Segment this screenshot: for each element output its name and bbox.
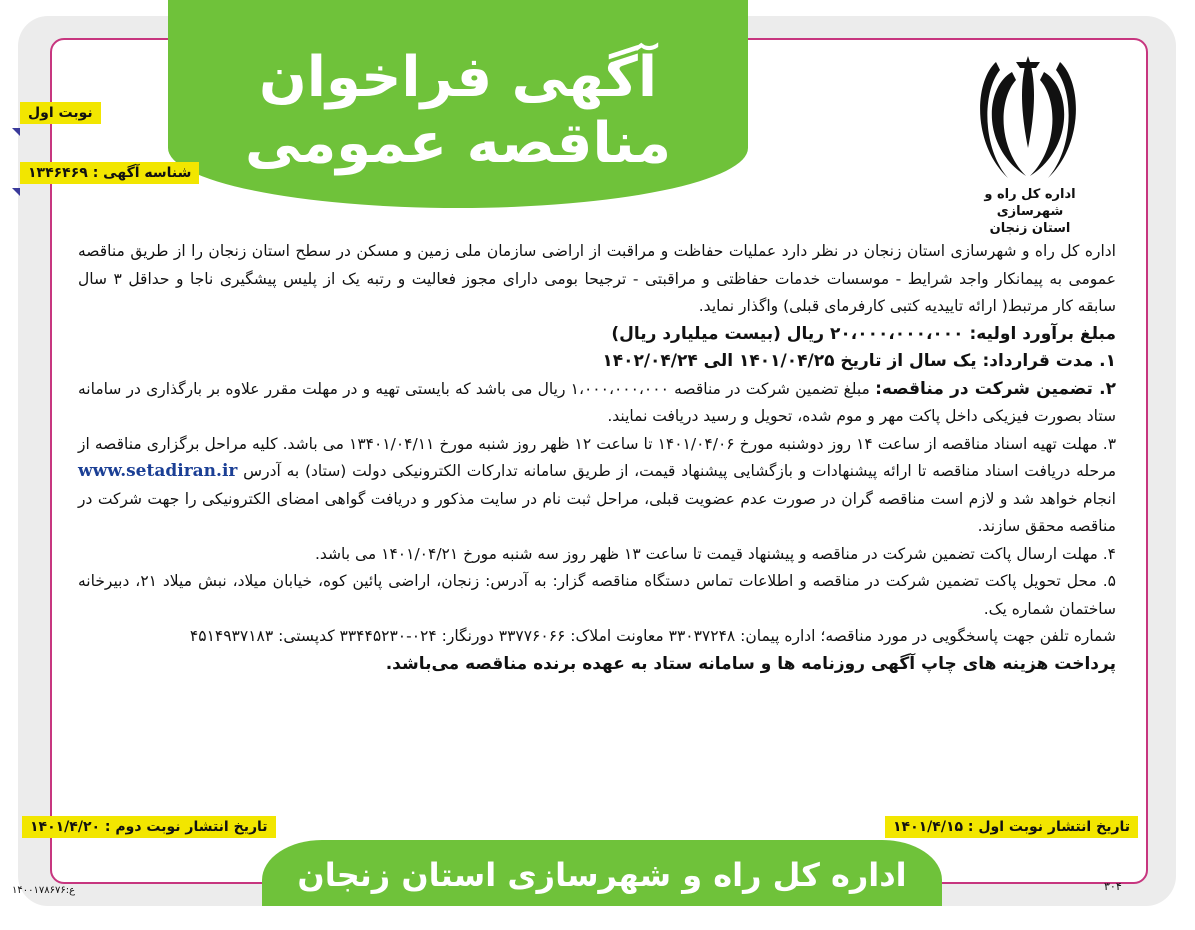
round-tag: نوبت اول xyxy=(20,102,101,124)
item-2-heading: ۲. تضمین شرکت در مناقصه: xyxy=(875,378,1116,399)
title-line-2: مناقصه عمومی xyxy=(244,111,672,176)
item-3-text-b: انجام خواهد شد و لازم است مناقصه گران در صورت عدم عضویت قبلی، مراحل ثبت نام در سایت مذکور و دریافت گواهی امضای الکترونیکی را جهت شرکت در مناقصه محقق سازند. xyxy=(78,489,1116,535)
tag-corner xyxy=(12,128,20,136)
notice-body xyxy=(78,238,1116,678)
org-line-1: اداره کل راه و شهرسازی xyxy=(984,187,1076,219)
phones-line: شماره تلفن جهت پاسخگویی در مورد مناقصه؛ اداره پیمان: ۳۳۰۳۷۲۴۸ معاونت املاک: ۳۳۷۷۶۰۶۶ دورنگار: ۰۲۴-۳۳۴۴۵۲۳۰ کدپستی: ۴۵۱۴۹۳۷۱۸۳ xyxy=(189,627,1116,645)
bottom-banner-text: اداره کل راه و شهرسازی استان زنجان xyxy=(297,856,907,894)
item-2-text: مبلغ تضمین شرکت در مناقصه ۱،۰۰۰،۰۰۰،۰۰۰ ریال می باشد که بایستی تهیه و در مهلت مقرر علاوه بر بارگذاری در سامانه ستاد بصورت فیزیکی داخل پاکت مهر و موم شده، تحویل و رسید دریافت نمایند. xyxy=(78,379,1116,425)
item-3-text-a: ۳. مهلت تهیه اسناد مناقصه از ساعت ۱۴ روز دوشنبه مورخ ۱۴۰۱/۰۴/۰۶ تا ساعت ۱۲ ظهر روز شنبه مورخ ۱۳۴۰۱/۰۴/۱۱ می باشد. کلیه مراحل برگزاری مناقصه از مرحله دریافت اسناد مناقصه تا ارائه پیشنهادات و بازگشایی پیشنهاد قیمت، از طریق سامانه تدارکات الکترونیکی دولت (ستاد) به آدرس xyxy=(78,434,1117,480)
item-1: ۱. مدت قرارداد: یک سال از تاریخ ۱۴۰۱/۰۴/۲۵ الی ۱۴۰۲/۰۴/۲۴ xyxy=(602,351,1116,371)
setadiran-link[interactable]: www.setadiran.ir xyxy=(78,461,238,481)
item-5: ۵. محل تحویل پاکت تضمین شرکت در مناقصه و اطلاعات تماس دستگاه مناقصه گزار: به آدرس: زنجان، اراضی پائین کوه، خیابان میلاد، نبش میلاد ۲۱، دبیرخانه ساختمان شماره یک. xyxy=(78,572,1116,618)
page-number: ۳۰۴ xyxy=(1104,880,1122,893)
item-3 xyxy=(78,431,1116,541)
ad-code: ع:۱۴۰۰۱۷۸۶۷۶ xyxy=(12,885,76,896)
iran-emblem-icon xyxy=(968,48,1088,188)
intro-paragraph: اداره کل راه و شهرسازی استان زنجان در نظر دارد عملیات حفاظت و مراقبت از اراضی سازمان ملی زمین و مسکن در سطح استان زنجان را از طریق مناقصه عمومی به پیمانکار واجد شرایط - موسسات خدمات حفاظتی و مراقبتی - ترجیحا بومی دارای مجوز فعالیت و رتبه یک از پلیس پیشگیری ناجا و حداقل ۳ سال سابقه کار مرتبط( ارائه تاییدیه کتبی کارفرمای قبلی) واگذار نماید. xyxy=(78,242,1116,315)
title-line-1: آگهی فراخوان xyxy=(258,45,658,110)
tag-corner xyxy=(12,188,20,196)
org-line-2: استان زنجان xyxy=(989,221,1071,236)
closing-line: پرداخت هزینه های چاپ آگهی روزنامه ها و سامانه ستاد به عهده برنده مناقصه می‌باشد. xyxy=(385,653,1116,674)
ad-id-tag: شناسه آگهی : ۱۳۴۶۴۶۹ xyxy=(20,162,199,184)
first-pub-date-tag: تاریخ انتشار نوبت اول : ۱۴۰۱/۴/۱۵ xyxy=(885,816,1138,838)
item-2 xyxy=(78,376,1116,431)
second-pub-date-tag: تاریخ انتشار نوبت دوم : ۱۴۰۱/۴/۲۰ xyxy=(22,816,276,838)
estimate-line: مبلغ برآورد اولیه: ۲۰،۰۰۰،۰۰۰،۰۰۰ ریال (بیست میلیارد ریال) xyxy=(611,323,1116,344)
org-label xyxy=(950,186,1110,237)
item-4: ۴. مهلت ارسال پاکت تضمین شرکت در مناقصه و پیشنهاد قیمت تا ساعت ۱۳ ظهر روز سه شنبه مورخ ۱۴۰۱/۰۴/۲۱ می باشد. xyxy=(314,544,1116,563)
